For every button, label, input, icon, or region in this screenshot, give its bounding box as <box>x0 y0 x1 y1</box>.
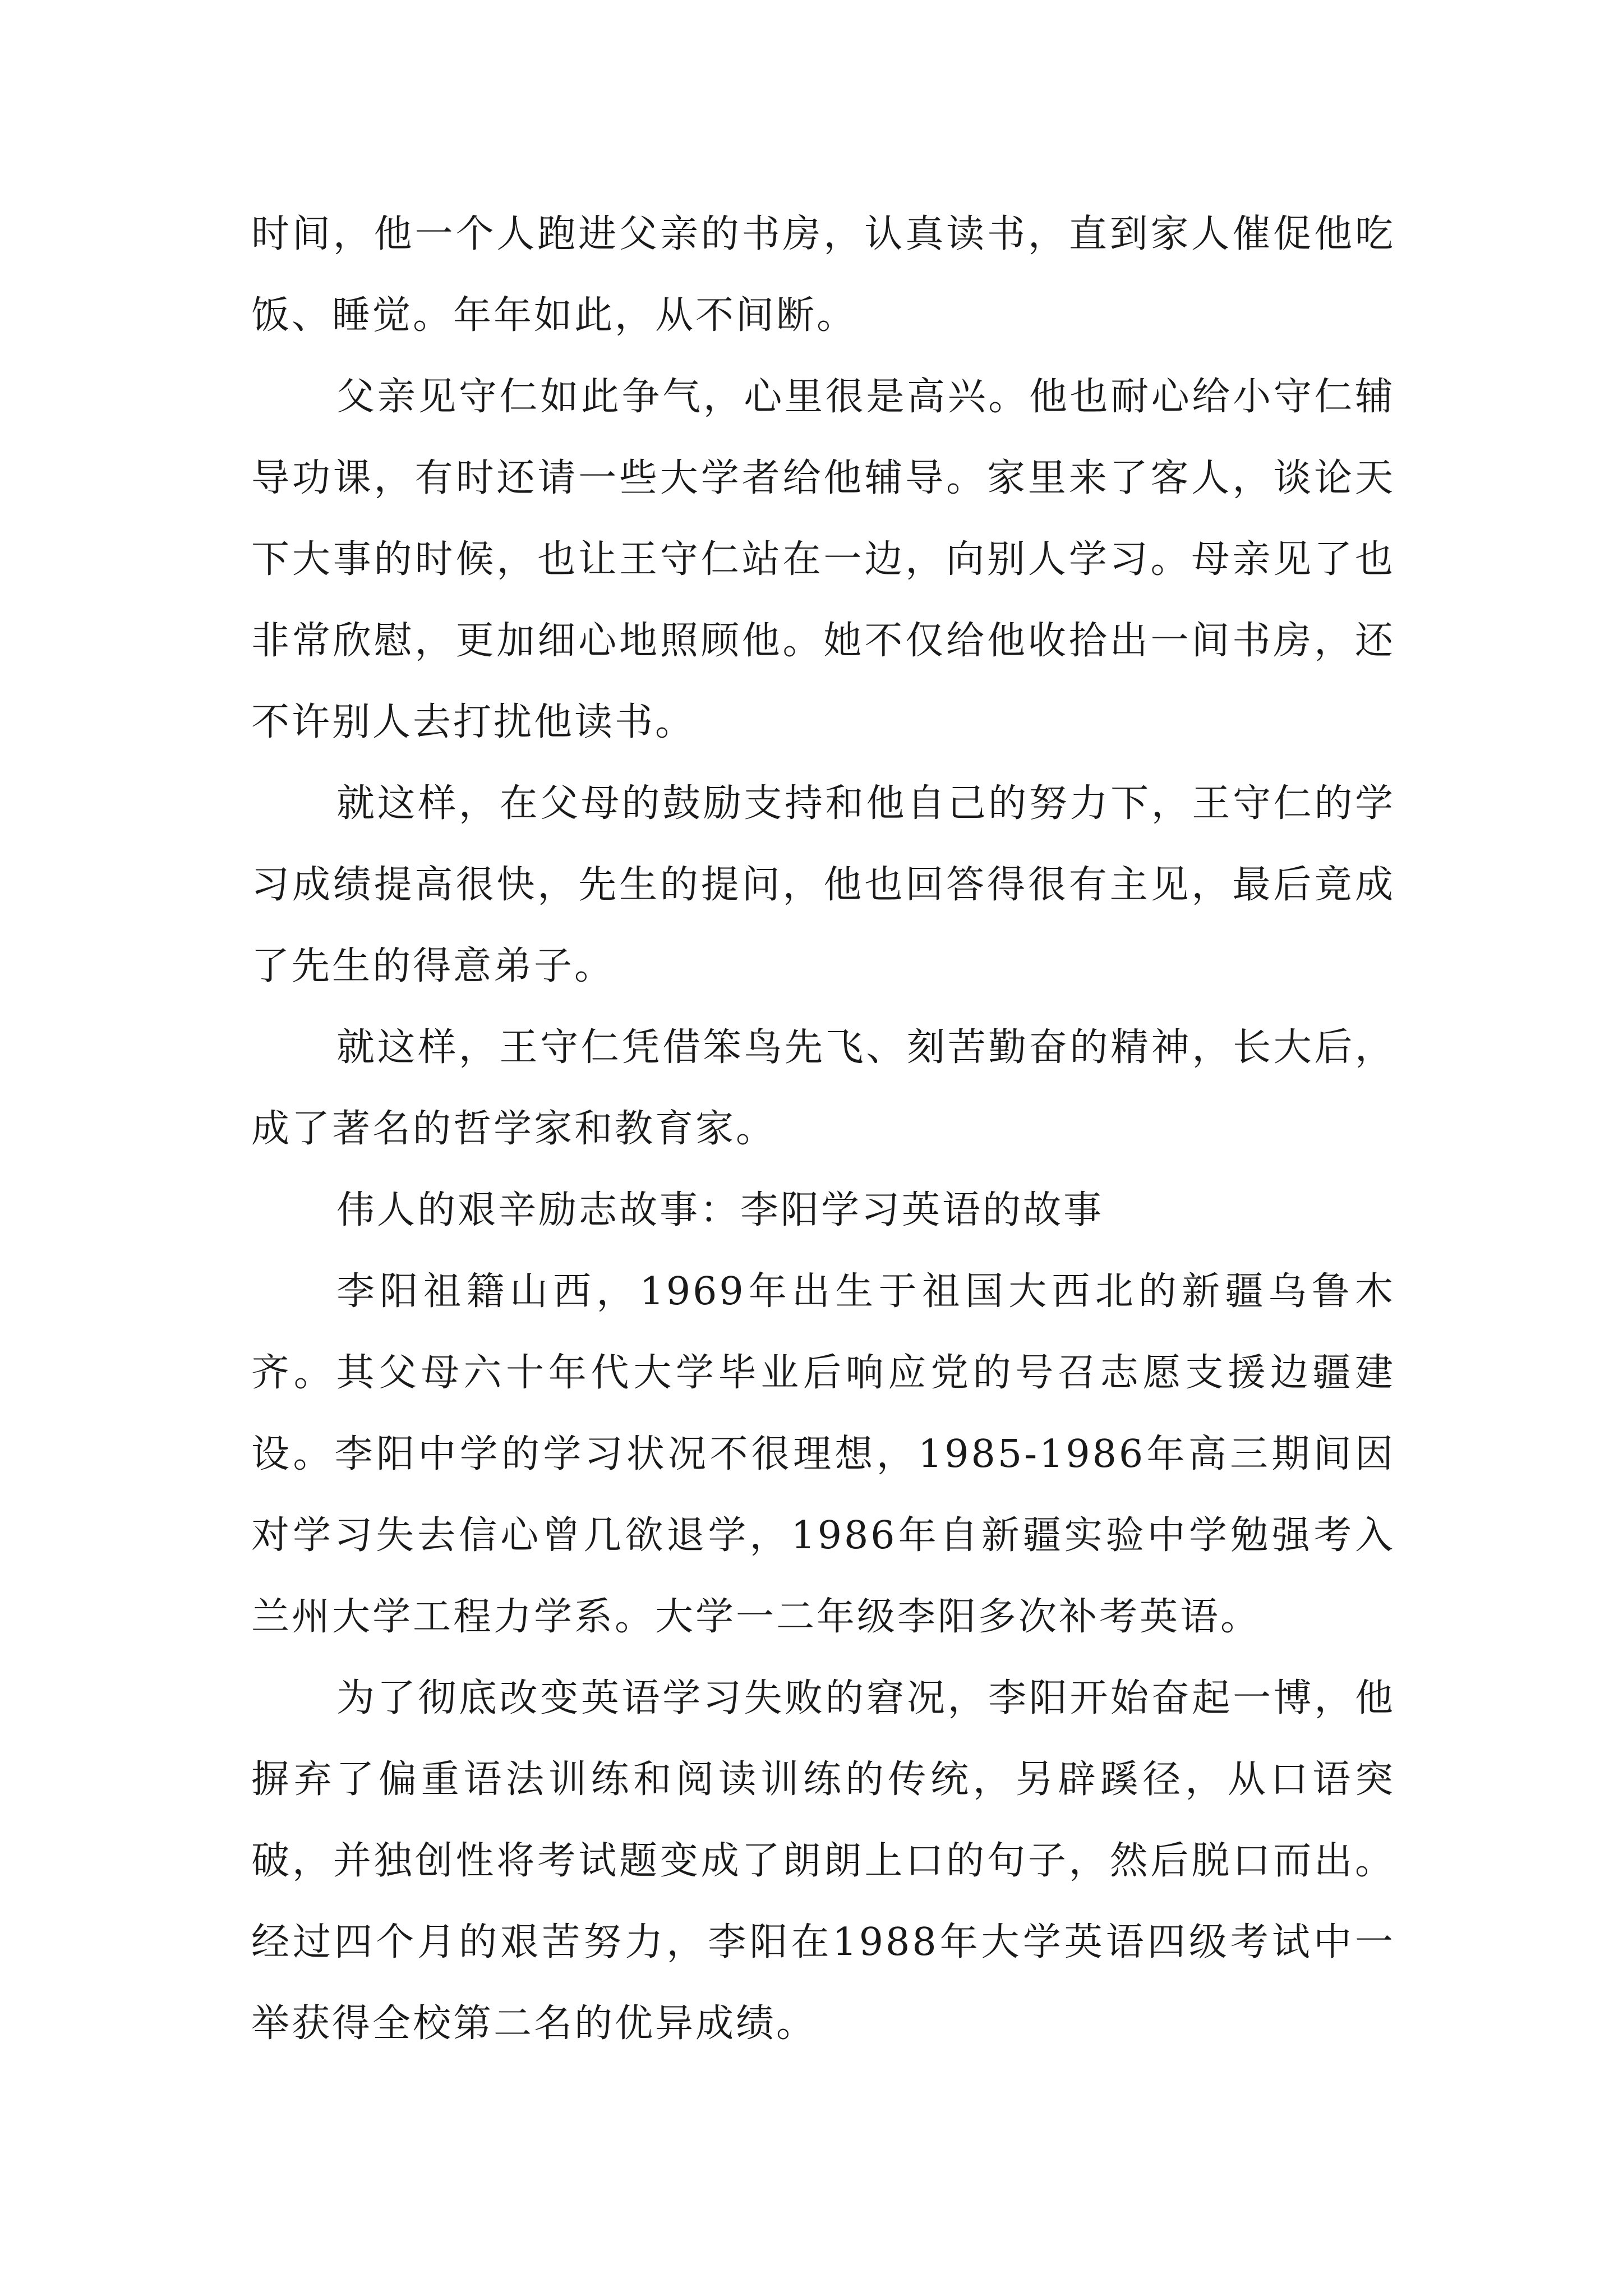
paragraph-6: 为了彻底改变英语学习失败的窘况，李阳开始奋起一博，他摒弃了偏重语法训练和阅读训练的传统，另辟蹊径，从口语突破，并独创性将考试题变成了朗朗上口的句子，然后脱口而出。经过四个月的艰苦努力，李阳在1988年大学英语四级考试中一举获得全校第二名的优异成绩。 <box>251 1676 1395 2046</box>
paragraph-3: 就这样，在父母的鼓励支持和他自己的努力下，王守仁的学习成绩提高很快，先生的提问，他也回答得很有主见，最后竟成了先生的得意弟子。 <box>251 781 1395 988</box>
paragraph-1: 时间，他一个人跑进父亲的书房，认真读书，直到家人催促他吃饭、睡觉。年年如此，从不间断。 <box>251 212 1395 338</box>
document-body <box>251 194 1395 2064</box>
paragraph-2: 父亲见守仁如此争气，心里很是高兴。他也耐心给小守仁辅导功课，有时还请一些大学者给他辅导。家里来了客人，谈论天下大事的时候，也让王守仁站在一边，向别人学习。母亲见了也非常欣慰，更加细心地照顾他。她不仅给他收拾出一间书房，还不许别人去打扰他读书。 <box>251 375 1395 744</box>
paragraph-4: 就这样，王守仁凭借笨鸟先飞、刻苦勤奋的精神，长大后，成了著名的哲学家和教育家。 <box>251 1025 1395 1151</box>
section-heading: 伟人的艰辛励志故事：李阳学习英语的故事 <box>336 1188 1104 1232</box>
paragraph-5: 李阳祖籍山西，1969年出生于祖国大西北的新疆乌鲁木齐。其父母六十年代大学毕业后响应党的号召志愿支援边疆建设。李阳中学的学习状况不很理想，1985-1986年高三期间因对学习失去信心曾几欲退学，1986年自新疆实验中学勉强考入兰州大学工程力学系。大学一二年级李阳多次补考英语。 <box>251 1269 1395 1639</box>
